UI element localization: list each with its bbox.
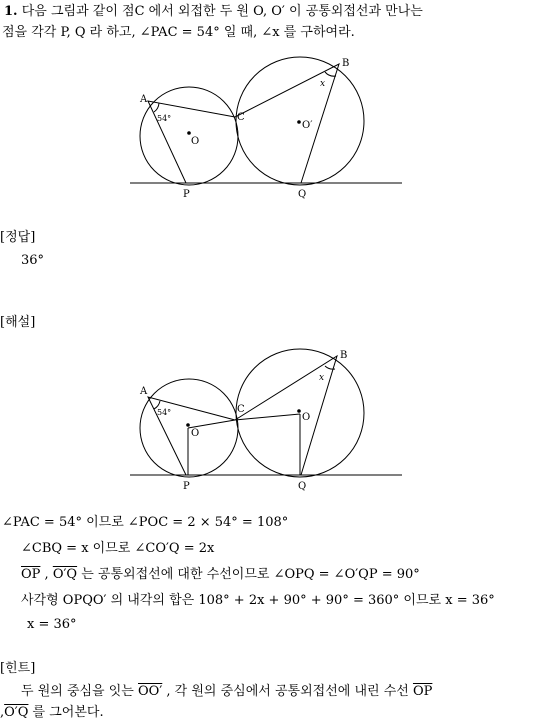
label-angle: 54° xyxy=(157,114,172,123)
segment-o-prime-q: O′Q xyxy=(52,567,78,582)
label-A: A xyxy=(140,94,148,105)
problem-line-1 xyxy=(4,3,423,21)
hint-comma: , xyxy=(0,705,5,720)
center-o-prime xyxy=(297,120,301,124)
circle-o xyxy=(140,87,238,185)
label-O: O xyxy=(191,136,200,147)
label-C: C xyxy=(237,112,245,123)
label-A: A xyxy=(140,386,148,397)
segment-O-prime-C xyxy=(235,414,300,420)
problem-line-2 xyxy=(2,24,355,42)
figure-2 xyxy=(120,344,420,494)
center-o-prime xyxy=(297,409,301,413)
angle-arc-B xyxy=(325,72,336,76)
label-C: C xyxy=(237,404,245,415)
label-x: x xyxy=(319,373,325,383)
label-P: P xyxy=(183,189,190,200)
explanation-line-4: 사각형 OPQO′ 의 내각의 합은 108° + 2x + 90° + 90° = 360° 이므로 x = 36° xyxy=(21,593,495,608)
segment-op: $\overline{OP}$ xyxy=(21,567,41,582)
label-B: B xyxy=(342,58,350,69)
center-o xyxy=(186,423,190,427)
hint-line-1 xyxy=(21,683,432,701)
explanation-line-1: ∠PAC = 54° 이므로 ∠POC = 2 × 54° = 108° xyxy=(2,515,289,530)
explanation-line-3-text: 는 공통외접선에 대한 수선이므로 ∠OPQ = ∠O′QP = 90° xyxy=(77,567,420,582)
label-O-prime: O xyxy=(302,412,311,423)
explanation-line-2: ∠CBQ = x 이므로 ∠CO′Q = 2x xyxy=(21,541,215,556)
problem-text-2: 점을 각각 P, Q 라 하고, ∠PAC = 54° 일 때, ∠x 를 구하여라. xyxy=(2,25,355,40)
label-O: O xyxy=(191,428,200,439)
answer-value: 36° xyxy=(21,253,45,268)
label-Q: Q xyxy=(298,481,307,492)
segment-oo-prime: OO′ xyxy=(138,684,163,699)
label-P: P xyxy=(183,481,190,492)
label-x: x xyxy=(320,79,326,89)
separator: , xyxy=(40,567,53,582)
answer-label: [정답] xyxy=(0,230,36,245)
problem-number: 1. xyxy=(4,4,18,19)
label-O-prime: O′ xyxy=(302,120,313,131)
problem-text-1: 다음 그림과 같이 점C 에서 외접한 두 원 O, O′ 이 공통외접선과 만나는 xyxy=(21,4,423,19)
explanation-line-5: x = 36° xyxy=(27,617,77,632)
hint-line-2 xyxy=(0,704,104,722)
angle-arc-A xyxy=(154,103,159,112)
figure-1 xyxy=(120,52,420,202)
label-angle: 54° xyxy=(157,408,172,417)
hint-label: [힌트] xyxy=(0,661,36,676)
label-B: B xyxy=(340,350,348,361)
hint-text-2: , 각 원의 중심에서 공통외접선에 내린 수선 xyxy=(162,684,413,699)
explanation-label: [해설] xyxy=(0,315,36,330)
center-o xyxy=(187,131,191,135)
segment-op-hint: $\overline{OP}$ xyxy=(412,684,433,699)
segment-o-prime-q-hint: O′Q xyxy=(4,705,29,720)
hint-text-3: 를 그어본다. xyxy=(28,705,104,720)
hint-text-1: 두 원의 중심을 잇는 xyxy=(21,684,138,699)
explanation-line-3 xyxy=(21,566,420,584)
segment-O-C xyxy=(188,420,235,428)
label-Q: Q xyxy=(298,189,307,200)
